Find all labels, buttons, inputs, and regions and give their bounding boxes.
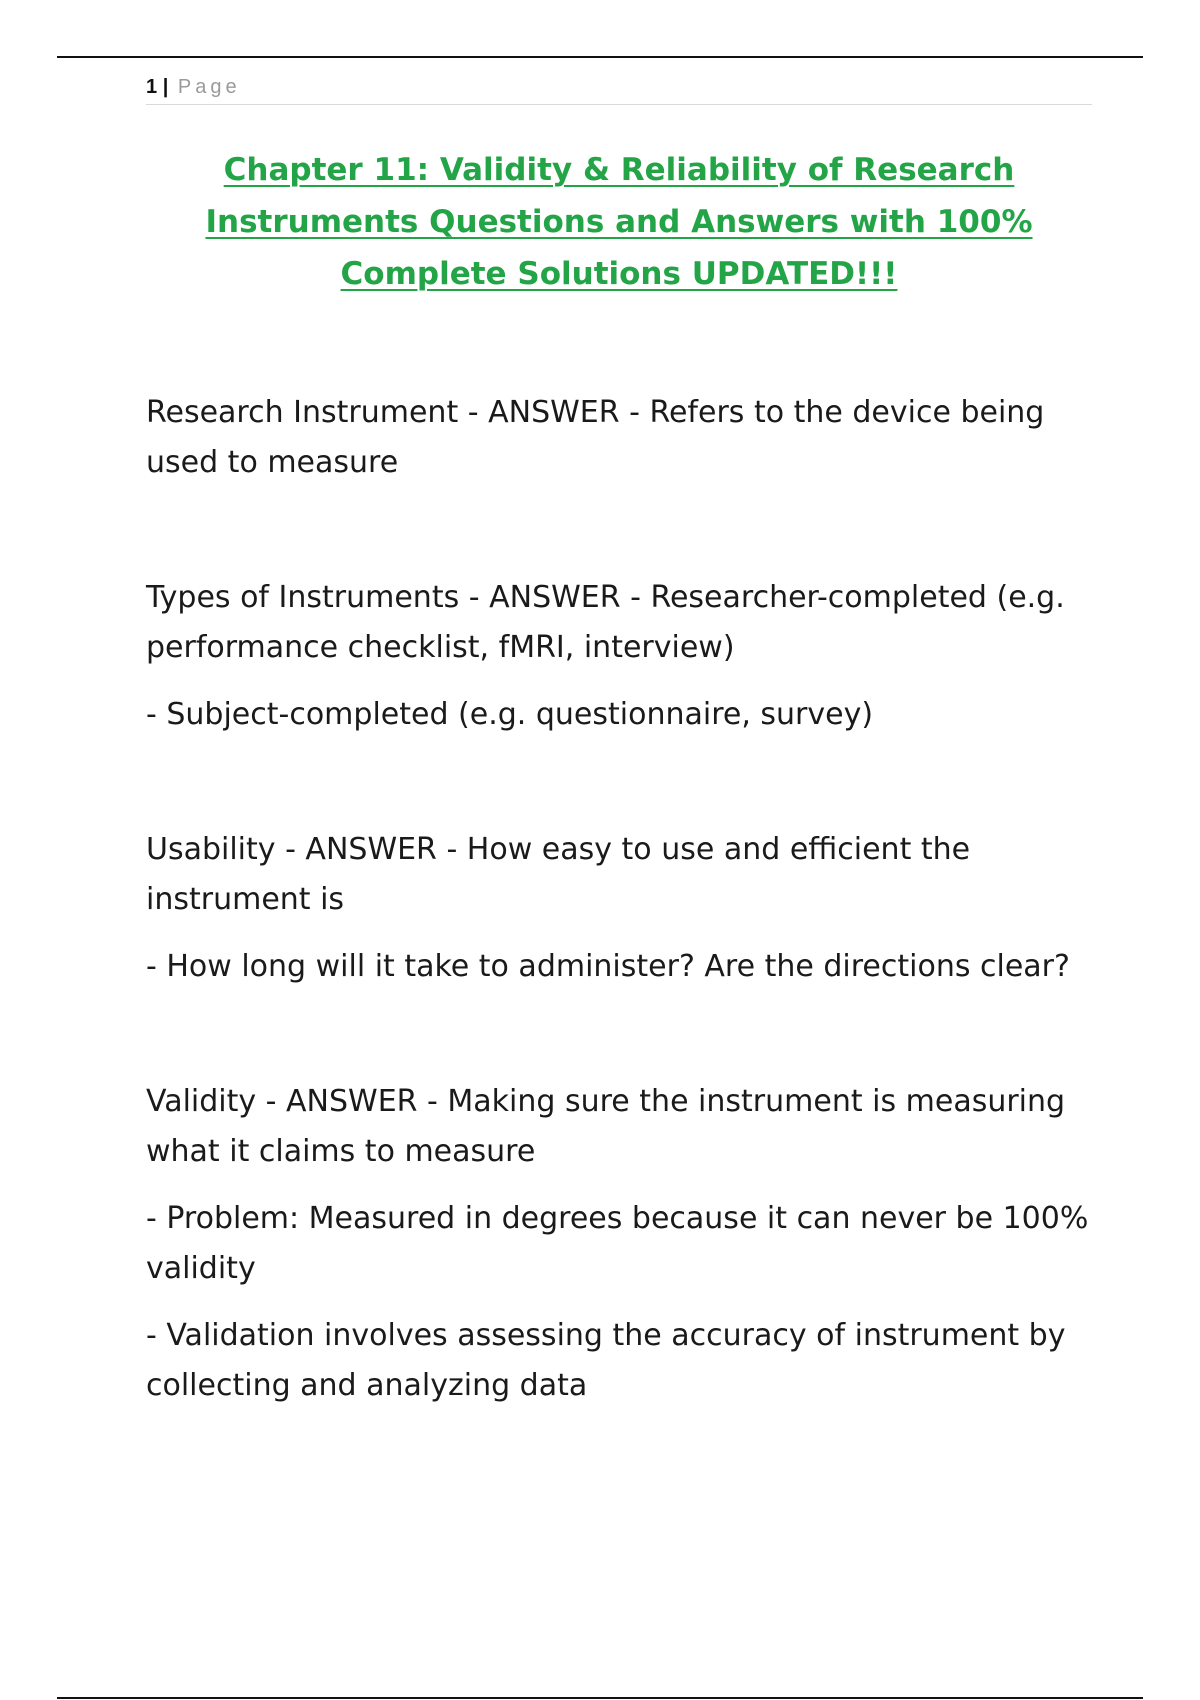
page-top-rule: [57, 56, 1143, 58]
qa-text: Usability - ANSWER - How easy to use and efficient the instrument is: [146, 832, 971, 917]
title-line-1: Chapter 11: Validity & Reliability of Research: [223, 152, 1015, 188]
qa-text: Research Instrument - ANSWER - Refers to the device being used to measure: [146, 395, 1045, 480]
title-line-2: Instruments Questions and Answers with 100%: [205, 204, 1033, 240]
page-label: Page: [177, 76, 241, 98]
page-separator: |: [162, 76, 169, 98]
document-body: [146, 388, 1096, 1496]
qa-entry: [146, 1077, 1096, 1411]
qa-entry: [146, 573, 1096, 740]
qa-entry: [146, 388, 1096, 488]
qa-entry: [146, 825, 1096, 992]
page-header: [146, 74, 1092, 105]
qa-sub-point: - Validation involves assessing the accuracy of instrument by collecting and analyzing data: [146, 1318, 1066, 1403]
title-line-3: Complete Solutions UPDATED!!!: [340, 256, 898, 292]
page-number: 1: [146, 76, 158, 98]
qa-text: Validity - ANSWER - Making sure the instrument is measuring what it claims to measure: [146, 1084, 1066, 1169]
qa-sub-point: - How long will it take to administer? Are the directions clear?: [146, 949, 1070, 984]
page-bottom-rule: [57, 1697, 1143, 1699]
qa-sub-point: - Subject-completed (e.g. questionnaire, survey): [146, 697, 874, 732]
document-title: [146, 144, 1092, 300]
qa-text: Types of Instruments - ANSWER - Researcher-completed (e.g. performance checklist, fMRI, interview): [146, 580, 1065, 665]
qa-sub-point: - Problem: Measured in degrees because it can never be 100% validity: [146, 1201, 1089, 1286]
